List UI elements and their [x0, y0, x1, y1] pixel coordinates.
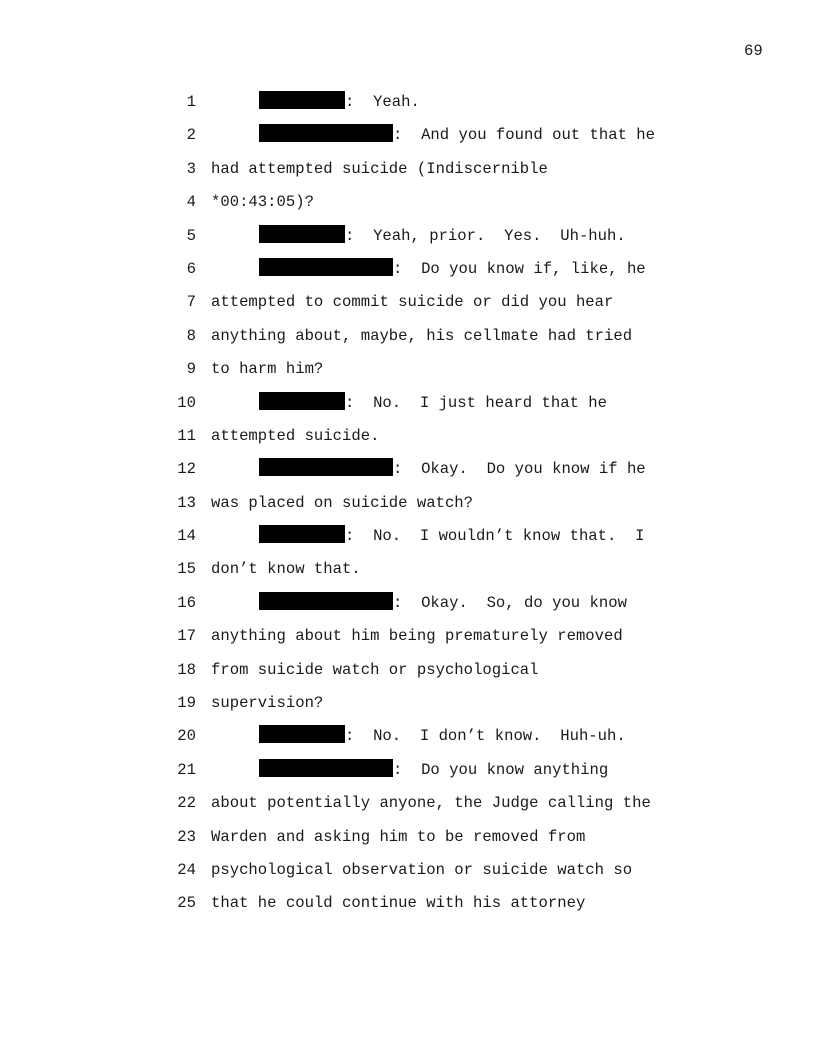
line-content — [259, 86, 420, 119]
line-text: : Do you know anything — [393, 760, 609, 779]
line-content — [211, 420, 379, 453]
redacted-speaker-name — [259, 392, 345, 410]
redacted-speaker-name — [259, 458, 393, 476]
line-text: was placed on suicide watch? — [211, 493, 474, 512]
line-text: : Yeah, prior. Yes. Uh-huh. — [345, 226, 626, 245]
transcript-line — [0, 787, 816, 820]
transcript-line — [0, 119, 816, 152]
transcript-line — [0, 587, 816, 620]
line-number: 19 — [177, 694, 196, 713]
line-text: Warden and asking him to be removed from — [211, 827, 586, 846]
redacted-speaker-name — [259, 725, 345, 743]
line-text: had attempted suicide (Indiscernible — [211, 159, 548, 178]
line-text: anything about him being prematurely removed — [211, 627, 623, 646]
line-number: 17 — [177, 627, 196, 646]
line-number: 8 — [186, 326, 196, 345]
line-content — [211, 887, 585, 920]
line-content — [211, 620, 623, 653]
line-number: 6 — [186, 259, 196, 278]
line-number: 23 — [177, 827, 196, 846]
transcript-line — [0, 654, 816, 687]
line-number: 11 — [177, 426, 196, 445]
line-text: : No. I just heard that he — [345, 393, 608, 412]
transcript-line — [0, 353, 816, 386]
line-content — [211, 553, 361, 586]
line-content — [211, 854, 632, 887]
transcript-line — [0, 420, 816, 453]
line-content — [211, 821, 585, 854]
line-text: to harm him? — [211, 360, 324, 379]
line-number: 12 — [177, 460, 196, 479]
line-content — [259, 119, 655, 152]
line-number: 9 — [186, 360, 196, 379]
redacted-speaker-name — [259, 759, 393, 777]
redacted-speaker-name — [259, 91, 345, 109]
transcript-line — [0, 720, 816, 753]
line-text: supervision? — [211, 694, 324, 713]
line-number: 5 — [186, 226, 196, 245]
transcript-line — [0, 320, 816, 353]
transcript-line — [0, 487, 816, 520]
redacted-speaker-name — [259, 525, 345, 543]
transcript-line — [0, 153, 816, 186]
line-content — [211, 320, 632, 353]
redacted-speaker-name — [259, 592, 393, 610]
line-text: : Okay. So, do you know — [393, 593, 627, 612]
line-text: attempted to commit suicide or did you hear — [211, 293, 614, 312]
line-number: 2 — [186, 126, 196, 145]
line-text: *00:43:05)? — [211, 193, 314, 212]
transcript-line — [0, 821, 816, 854]
line-content — [259, 387, 607, 420]
transcript-line — [0, 453, 816, 486]
line-text: : And you found out that he — [393, 126, 656, 145]
line-content — [259, 453, 646, 486]
line-text: attempted suicide. — [211, 426, 380, 445]
line-content — [259, 520, 644, 553]
transcript-line — [0, 754, 816, 787]
transcript-line — [0, 687, 816, 720]
transcript-line — [0, 186, 816, 219]
line-number: 3 — [186, 159, 196, 178]
line-number: 25 — [177, 894, 196, 913]
line-text: from suicide watch or psychological — [211, 660, 539, 679]
transcript-line — [0, 387, 816, 420]
transcript-line — [0, 553, 816, 586]
line-content — [211, 153, 548, 186]
redacted-speaker-name — [259, 124, 393, 142]
line-content — [259, 754, 608, 787]
transcript-line — [0, 86, 816, 119]
line-number: 22 — [177, 794, 196, 813]
line-number: 4 — [186, 193, 196, 212]
line-number: 18 — [177, 660, 196, 679]
line-content — [211, 487, 473, 520]
line-content — [211, 286, 613, 319]
transcript-line — [0, 620, 816, 653]
line-text: : Yeah. — [345, 93, 420, 111]
line-content — [259, 587, 627, 620]
line-text: about potentially anyone, the Judge calling the — [211, 794, 651, 813]
transcript-body — [0, 86, 816, 921]
line-content — [259, 220, 626, 253]
line-number: 24 — [177, 860, 196, 879]
line-text: : Okay. Do you know if he — [393, 460, 646, 479]
line-number: 7 — [186, 293, 196, 312]
line-content — [259, 720, 626, 753]
line-number: 1 — [186, 93, 196, 111]
redacted-speaker-name — [259, 258, 393, 276]
line-text: psychological observation or suicide watch so — [211, 860, 633, 879]
line-content — [211, 186, 314, 219]
transcript-line — [0, 253, 816, 286]
line-text: that he could continue with his attorney — [211, 894, 586, 913]
line-text: : Do you know if, like, he — [393, 259, 646, 278]
line-number: 14 — [177, 527, 196, 546]
redacted-speaker-name — [259, 225, 345, 243]
line-text: don’t know that. — [211, 560, 361, 579]
line-number: 21 — [177, 760, 196, 779]
line-number: 10 — [177, 393, 196, 412]
transcript-line — [0, 220, 816, 253]
transcript-line — [0, 286, 816, 319]
line-text: : No. I wouldn’t know that. I — [345, 527, 645, 546]
line-content — [211, 787, 651, 820]
line-content — [211, 353, 323, 386]
line-text: anything about, maybe, his cellmate had tried — [211, 326, 633, 345]
transcript-line — [0, 887, 816, 920]
line-content — [211, 654, 539, 687]
page-number: 69 — [744, 42, 763, 60]
line-text: : No. I don’t know. Huh-uh. — [345, 727, 626, 746]
line-content — [211, 687, 323, 720]
transcript-line — [0, 520, 816, 553]
line-content — [259, 253, 646, 286]
transcript-line — [0, 854, 816, 887]
line-number: 15 — [177, 560, 196, 579]
line-number: 13 — [177, 493, 196, 512]
line-number: 20 — [177, 727, 196, 746]
line-number: 16 — [177, 593, 196, 612]
